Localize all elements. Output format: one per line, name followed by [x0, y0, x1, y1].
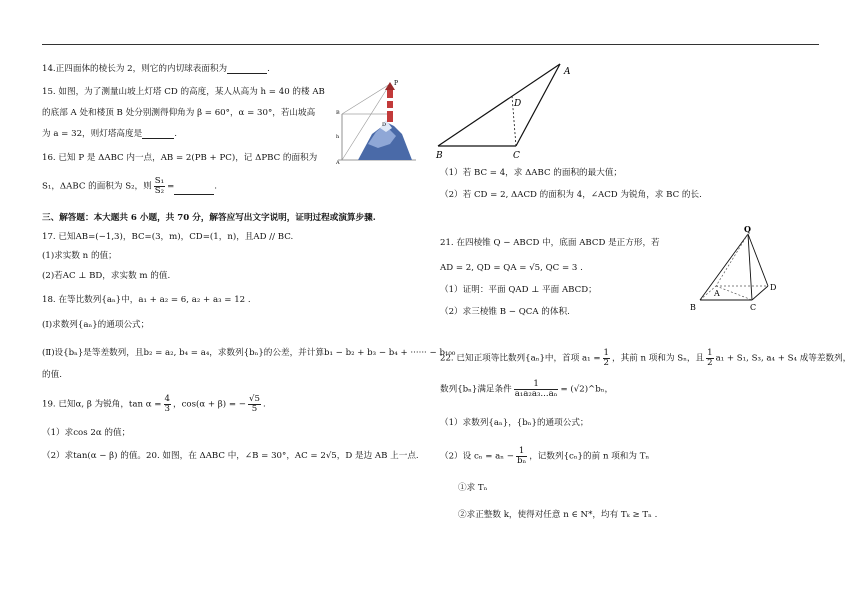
question-19-line2: （1）求cos 2α 的值；: [42, 428, 131, 438]
question-15-line1: 15. 如图，为了测量山坡上灯塔 CD 的高度，某人从高为 h = 40 的楼 AB: [42, 87, 325, 97]
area-ratio-fraction: $\frac{\text{S₁}}{\text{S₂}}$: [154, 176, 165, 196]
question-21-line3: （1）证明：平面 QAD ⊥ 平面 ABCD；: [440, 285, 597, 295]
question-22-line4: （2）设 cₙ = aₙ − $\frac{1}{\text{bₙ}}$ ，记数列{cₙ}的前 n 项和为 Tₙ: [440, 446, 650, 466]
question-22-sub2: ②求正整数 k，使得对任意 n ∈ N*，均有 Tₖ ≥ Tₙ .: [458, 510, 658, 520]
question-18-line4: 的值.: [42, 370, 62, 380]
figure-label: A: [336, 160, 340, 166]
answer-blank: [174, 186, 214, 195]
figure-label: B: [436, 151, 443, 161]
question-20-part2: （2）若 CD = 2, ΔACD 的面积为 4，∠ACD 为锐角，求 BC 的长.: [440, 190, 702, 200]
figure-label: D: [770, 283, 777, 292]
question-14: 14.正四面体的棱长为 2，则它的内切球表面积为 .: [42, 64, 270, 74]
question-22-line3: （1）求数列{aₙ}，{bₙ}的通项公式；: [440, 418, 589, 428]
figure-label: C: [513, 151, 520, 161]
question-19-line3: （2）求tan(α − β) 的值。20. 如图，在 ΔABC 中，∠B = 30°，AC = 2√5，D 是边 AB 上一点.: [42, 451, 419, 461]
question-15-line3: 为 a = 32，则灯塔高度是 .: [42, 129, 177, 139]
half-fraction: $\frac{1}{2}$: [707, 348, 713, 368]
figure-label: A: [564, 67, 571, 77]
question-17-line2: (1)求实数 n 的值；: [42, 251, 117, 261]
question-15-line2: 的底部 A 处和楼顶 B 处分别测得仰角为 β = 60°，α = 30°，若山坡高: [42, 108, 316, 118]
figure-label: D: [514, 99, 522, 109]
question-22-line1: 22. 已知正项等比数列{aₙ}中，首项 a₁ = $\frac{1}{2}$ ，其前 n 项和为 Sₙ，且 $\frac{1}{2}$ a₁ + S₁, S₃, a₄ + S₄ 成等差数列，: [440, 348, 852, 368]
first-term-fraction: $\frac{1}{2}$: [603, 348, 610, 368]
pyramid-figure: [688, 224, 784, 314]
figure-label: B: [336, 110, 340, 116]
tan-fraction: $\frac{4}{3}$: [164, 394, 170, 414]
question-16-line1: 16. 已知 P 是 ΔABC 内一点，AB = 2(PB + PC)，记 ΔPBC 的面积为: [42, 153, 318, 163]
figure-label: C: [750, 303, 757, 312]
answer-blank: [227, 65, 267, 74]
figure-label: Q: [744, 224, 751, 234]
question-17-line1: 17. 已知AB=(−1,3)，BC=(3，m)，CD=(1，n)，且AD // BC.: [42, 232, 294, 242]
question-17-line3: (2)若AC ⊥ BD，求实数 m 的值.: [42, 271, 171, 281]
question-19-line1: 19. 已知α, β 为锐角，tan α = $\frac{4}{3}$ ，cos(α + β) = − $\frac{√5}{5}$ .: [42, 394, 266, 414]
question-21-line4: （2）求三棱锥 B − QCA 的体积.: [440, 307, 570, 317]
cos-fraction: $\frac{√5}{5}$: [248, 394, 260, 414]
triangle-figure: [436, 60, 576, 160]
question-20-part1: （1）若 BC = 4，求 ΔABC 的面积的最大值；: [440, 168, 623, 178]
question-18-line3: (Ⅱ)设{bₙ}是等差数列，且b₂ = a₂, b₄ = a₄，求数列{bₙ}的公差，并计算b₁ − b₂ + b₃ − b₄ + ······ − b₁₀₀: [42, 348, 456, 358]
question-21-line2: AD = 2, QD = QA = √5, QC = 3 .: [440, 263, 583, 273]
header-rule: [42, 44, 819, 45]
figure-label: D: [382, 122, 387, 128]
section-3-heading: 三、解答题：本大题共 6 小题，共 70 分，解答应写出文字说明，证明过程或演算步骤.: [42, 213, 376, 223]
question-22-line2: 数列{bₙ}满足条件 $\frac{1}{\text{a₁a₂a₃...aₙ}}$ = (√2)^bₙ，: [440, 379, 614, 399]
lighthouse-figure: [328, 78, 418, 168]
figure-label: A: [714, 289, 720, 298]
question-18-line2: (Ⅰ)求数列{aₙ}的通项公式；: [42, 320, 150, 330]
question-22-sub1: ①求 Tₙ: [458, 483, 488, 493]
question-16-line2: S₁，ΔABC 的面积为 S₂，则 $\frac{\text{S₁}}{\text{S₂}}$ = .: [42, 176, 218, 196]
answer-blank: [142, 130, 174, 139]
figure-label: P: [394, 80, 399, 87]
figure-label: h: [336, 134, 340, 140]
question-21-line1: 21. 在四棱锥 Q − ABCD 中，底面 ABCD 是正方形，若: [440, 238, 660, 248]
question-18-line1: 18. 在等比数列{aₙ}中，a₁ + a₂ = 6, a₂ + a₃ = 12 .: [42, 295, 251, 305]
figure-label: B: [690, 303, 696, 312]
reciprocal-fraction: $\frac{1}{\text{bₙ}}$: [516, 446, 527, 466]
product-fraction: $\frac{1}{\text{a₁a₂a₃...aₙ}}$: [514, 379, 558, 399]
